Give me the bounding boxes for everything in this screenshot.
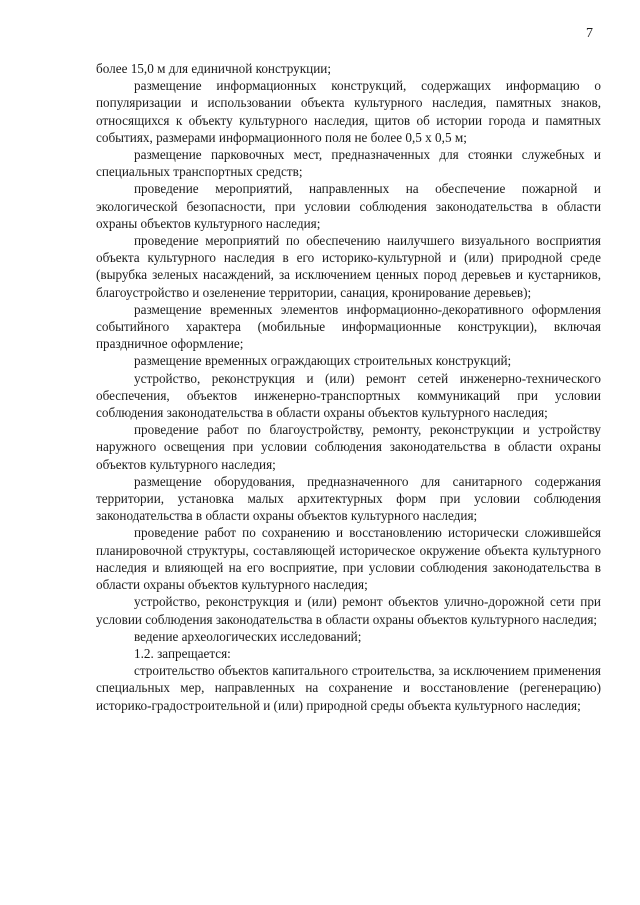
paragraph-7: размещение временных ограждающих строительных конструкций; xyxy=(134,353,512,369)
paragraph-8: устройство, реконструкция и (или) ремонт сетей инженерно-технического обеспечения, объектов инженерно-транспортных коммуникаций при условии соблюдения законодательства в области охраны объектов культурного наследия; xyxy=(96,370,601,421)
paragraph-12: устройство, реконструкция и (или) ремонт объектов улично-дорожной сети при условии соблюдения законодательства в области охраны объектов культурного наследия; xyxy=(96,594,601,627)
document-body xyxy=(96,60,601,714)
page-number: 7 xyxy=(586,26,593,41)
paragraph-13: ведение археологических исследований; xyxy=(134,628,362,644)
paragraph-2: размещение информационных конструкций, содержащих информацию о популяризации и использовании объекта культурного наследия, памятных знаков, относящихся к объекту культурного наследия, щитов об истории города и памятных событиях, размерами информационного поля не более 0,5 х 0,5 м; xyxy=(96,78,601,145)
paragraph-15: строительство объектов капитального строительства, за исключением применения специальных мер, направленных на сохранение и восстановление (регенерацию) историко-градостроительной и (или) природной среды объекта культурного наследия; xyxy=(96,663,601,713)
paragraph-3: размещение парковочных мест, предназначенных для стоянки служебных и специальных транспортных средств; xyxy=(96,147,601,180)
paragraph-5: проведение мероприятий по обеспечению наилучшего визуального восприятия объекта культурного наследия в его историко-культурной и (или) природной среде (вырубка зеленых насаждений, за исключением ценных пород деревьев и кустарников, благоустройство и озеленение территории, санация, кронирование деревьев); xyxy=(96,233,601,300)
paragraph-1: более 15,0 м для единичной конструкции; xyxy=(96,61,332,76)
paragraph-6: размещение временных элементов информационно-декоративного оформления событийного характера (мобильные информационные конструкции), включая праздничное оформление; xyxy=(96,301,601,352)
paragraph-4: проведение мероприятий, направленных на обеспечение пожарной и экологической безопасности, при условии соблюдения законодательства в области охраны объектов культурного наследия; xyxy=(96,181,601,231)
paragraph-11: проведение работ по сохранению и восстановлению исторически сложившейся планировочной структуры, составляющей историческое окружение объекта культурного наследия и влияющей на его восприятие, при условии соблюдения законодательства в области охраны объектов культурного наследия; xyxy=(96,525,601,593)
section-heading-1-2: 1.2. запрещается: xyxy=(134,645,231,661)
paragraph-9: проведение работ по благоустройству, ремонту, реконструкции и устройству наружного освещения при условии соблюдения законодательства в области охраны объектов культурного наследия; xyxy=(96,422,601,472)
paragraph-10: размещение оборудования, предназначенного для санитарного содержания территории, установка малых архитектурных форм при условии соблюдения законодательства в области охраны объектов культурного наследия; xyxy=(96,473,601,524)
